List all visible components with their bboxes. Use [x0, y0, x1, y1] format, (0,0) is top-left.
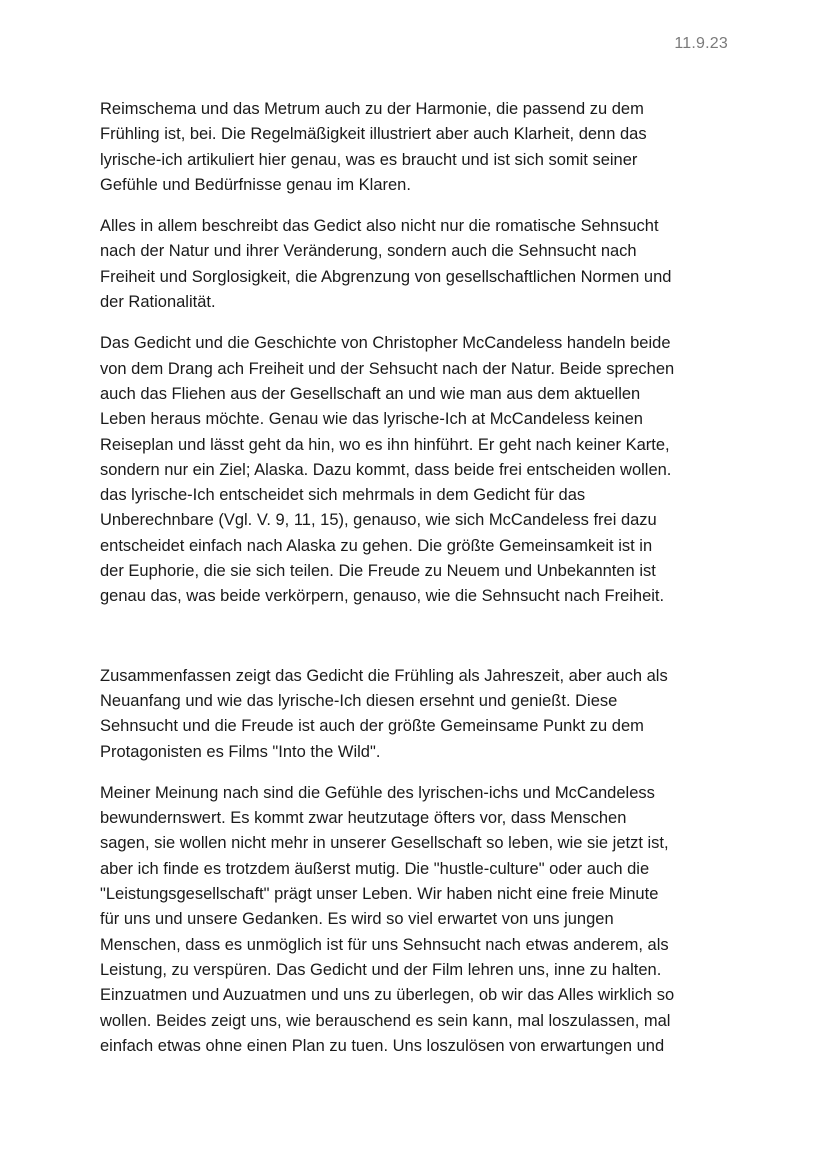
text-line: Einzuatmen und Auzuatmen und uns zu überlegen, ob wir das Alles wirklich so — [100, 986, 675, 1005]
text-line: sondern nur ein Ziel; Alaska. Dazu kommt, dass beide frei entscheiden wollen. — [100, 460, 672, 479]
paragraph-5 — [100, 781, 730, 1059]
text-line: aber ich finde es trotzdem äußerst mutig. Die "hustle-culture" oder auch die — [100, 859, 650, 878]
text-line: bewundernswert. Es kommt zwar heutzutage öfters vor, dass Menschen — [100, 809, 627, 828]
text-line: sagen, sie wollen nicht mehr in unserer Gesellschaft so leben, wie sie jetzt ist, — [100, 834, 669, 853]
text-line: der Rationalität. — [100, 293, 216, 312]
text-line: Reiseplan und lässt geht da hin, wo es ihn hinführt. Er geht nach keiner Karte, — [100, 435, 670, 454]
text-line: Leben heraus möchte. Genau wie das lyrische-Ich at McCandeless keinen — [100, 410, 643, 429]
text-line: Reimschema und das Metrum auch zu der Harmonie, die passend zu dem — [100, 100, 644, 118]
text-line: Protagonisten es Films "Into the Wild". — [100, 742, 381, 761]
text-line: Neuanfang und wie das lyrische-Ich diesen ersehnt und genießt. Diese — [100, 691, 618, 710]
text-line: Das Gedicht und die Geschichte von Christopher McCandeless handeln beide — [100, 334, 671, 353]
text-line: der Euphorie, die sie sich teilen. Die Freude zu Neuem und Unbekannten ist — [100, 562, 656, 581]
text-line: Sehnsucht und die Freude ist auch der größte Gemeinsame Punkt zu dem — [100, 717, 644, 736]
text-line: von dem Drang ach Freiheit und der Sehsucht nach der Natur. Beide sprechen — [100, 359, 675, 378]
text-line: für uns und unsere Gedanken. Es wird so viel erwartet von uns jungen — [100, 910, 614, 929]
text-line: "Leistungsgesellschaft" prägt unser Leben. Wir haben nicht eine freie Minute — [100, 885, 659, 904]
text-line: wollen. Beides zeigt uns, wie berauschend es sein kann, mal loszulassen, mal — [100, 1011, 671, 1030]
text-line: einfach etwas ohne einen Plan zu tuen. Uns loszulösen von erwartungen und — [100, 1036, 665, 1055]
text-line: Unberechnbare (Vgl. V. 9, 11, 15), genauso, wie sich McCandeless frei dazu — [100, 511, 657, 530]
paragraph-4 — [100, 664, 730, 765]
text-line: genau das, was beide verkörpern, genauso, wie die Sehnsucht nach Freiheit. — [100, 587, 665, 606]
text-line: Alles in allem beschreibt das Gedict also nicht nur die romatische Sehnsucht — [100, 217, 659, 236]
text-line: Frühling ist, bei. Die Regelmäßigkeit illustriert aber auch Klarheit, denn das — [100, 125, 647, 144]
text-line: Freiheit und Sorglosigkeit, die Abgrenzung von gesellschaftlichen Normen und — [100, 267, 672, 286]
paragraph-2 — [100, 214, 730, 315]
text-line: entscheidet einfach nach Alaska zu gehen. Die größte Gemeinsamkeit ist in — [100, 536, 653, 555]
text-line: Menschen, dass es unmöglich ist für uns Sehnsucht nach etwas anderem, als — [100, 935, 669, 954]
text-line: Leistung, zu verspüren. Das Gedicht und der Film lehren uns, inne zu halten. — [100, 960, 662, 979]
text-line: das lyrische-Ich entscheidet sich mehrmals in dem Gedicht für das — [100, 486, 586, 505]
text-line: nach der Natur und ihrer Veränderung, sondern auch die Sehnsucht nach — [100, 242, 637, 261]
text-line: auch das Fliehen aus der Gesellschaft an und wie man aus dem aktuellen — [100, 384, 641, 403]
paragraph-3 — [100, 331, 730, 609]
date-label: 11.9.23 — [674, 35, 728, 52]
document-body — [100, 97, 730, 1059]
text-line: lyrische-ich artikuliert hier genau, was es braucht und ist sich somit seiner — [100, 150, 638, 169]
text-line: Gefühle und Bedürfnisse genau im Klaren. — [100, 175, 411, 194]
text-line: Zusammenfassen zeigt das Gedicht die Frühling als Jahreszeit, aber auch als — [100, 666, 668, 685]
text-line: Meiner Meinung nach sind die Gefühle des lyrischen-ichs und McCandeless — [100, 783, 655, 802]
paragraph-1 — [100, 97, 730, 198]
